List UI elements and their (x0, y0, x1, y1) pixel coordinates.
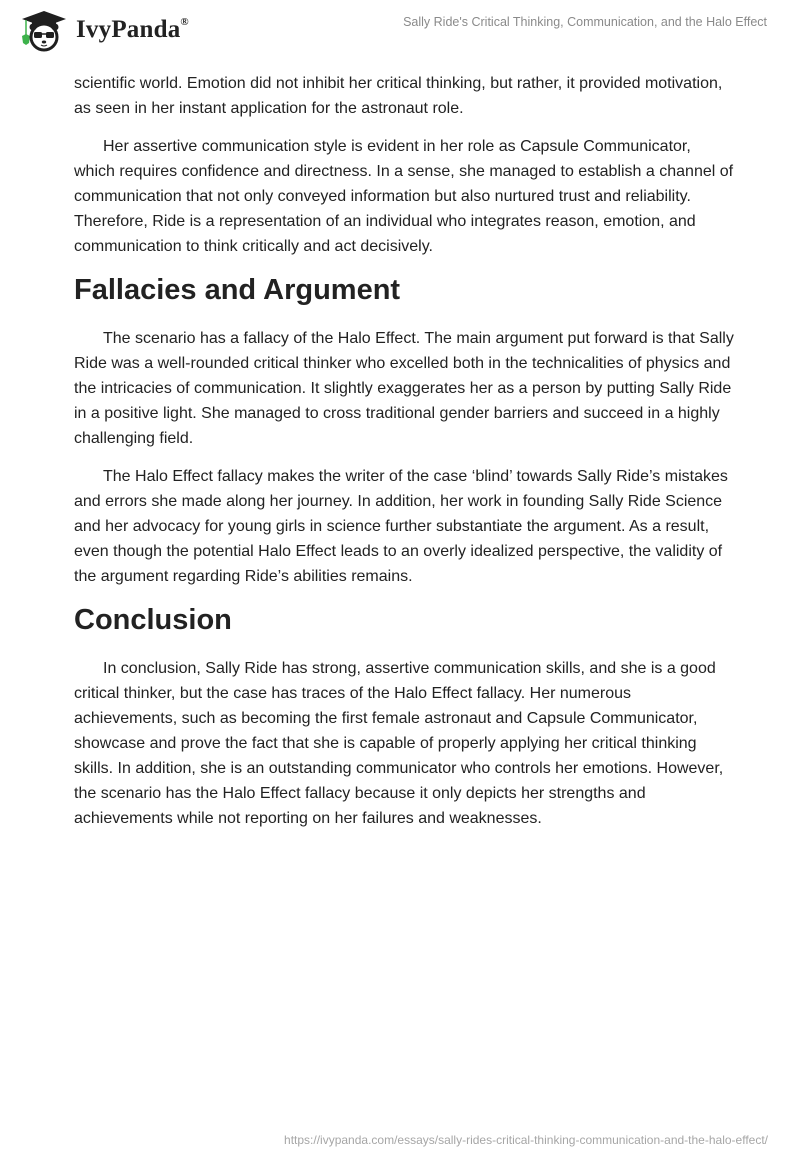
panda-graduate-icon (18, 8, 70, 52)
ivypanda-logo[interactable] (18, 8, 189, 52)
paragraph: Her assertive communication style is evident in her role as Capsule Communicator, which requires confidence and directness. In a sense, she managed to establish a channel of communication that not only conveyed information but also nurtured trust and reliability. Therefore, Ride is a representation of an individual who integrates reason, emotion, and communication to think critically and act decisively. (74, 138, 734, 255)
paragraph: In conclusion, Sally Ride has strong, assertive communication skills, and she is a good critical thinker, but the case has traces of the Halo Effect fallacy. Her numerous achievements, such as becoming the first female astronaut and Capsule Communicator, showcase and prove the fact that she is capable of properly applying her critical thinking skills. In addition, she is an outstanding communicator who controls her emotions. However, the scenario has the Halo Effect fallacy because it only depicts her strengths and achievements while not reporting on her failures and weaknesses. (74, 660, 724, 827)
paragraph: The scenario has a fallacy of the Halo Effect. The main argument put forward is that Sally Ride was a well-rounded critical thinker who excelled both in the technicalities of physics and the intricacies of communication. It slightly exaggerates her as a person by putting Sally Ride in a positive light. She managed to cross traditional gender barriers and succeed in a highly challenging field. (74, 330, 734, 447)
logo-wordmark: IvyPanda® (76, 15, 189, 43)
document-title: Sally Ride's Critical Thinking, Communication, and the Halo Effect (403, 15, 767, 29)
page-header (0, 0, 800, 60)
source-url-link[interactable]: https://ivypanda.com/essays/sally-rides-critical-thinking-communication-and-the-halo-effect/ (284, 1133, 768, 1147)
essay-body (74, 71, 734, 844)
paragraph: scientific world. Emotion did not inhibit her critical thinking, but rather, it provided motivation, as seen in her instant application for the astronaut role. (74, 75, 723, 117)
section-heading-fallacies: Fallacies and Argument (74, 274, 401, 306)
paragraph: The Halo Effect fallacy makes the writer of the case ‘blind’ towards Sally Ride’s mistakes and errors she made along her journey. In addition, her work in founding Sally Ride Science and her advocacy for young girls in science further substantiate the argument. As a result, even though the potential Halo Effect leads to an overly idealized perspective, the validity of the argument regarding Ride’s abilities remains. (74, 468, 728, 585)
section-heading-conclusion: Conclusion (74, 604, 232, 636)
